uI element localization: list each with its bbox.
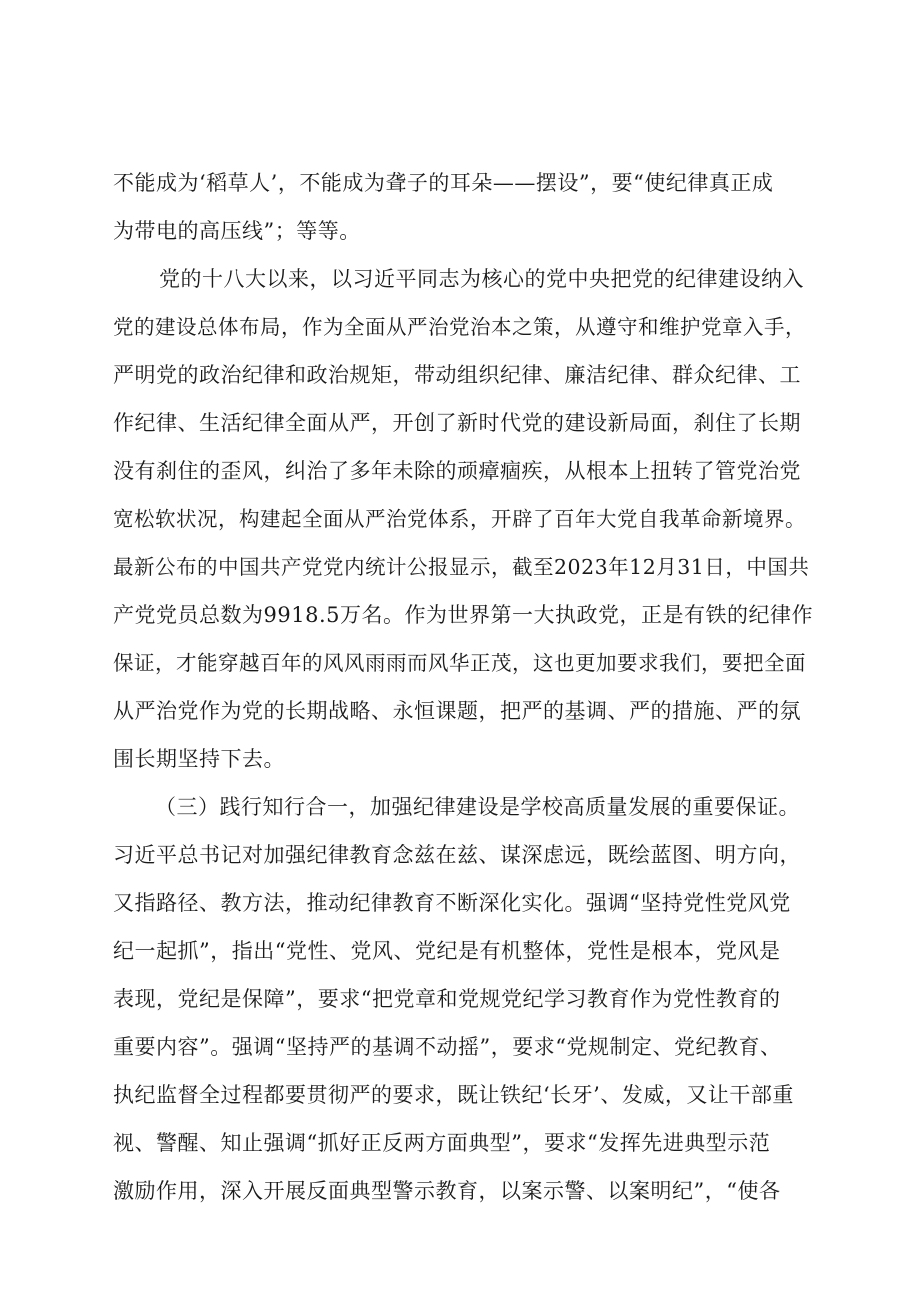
- section-heading: （三）践行知行合一，加强纪律建设是学校高质量发展的重要保证。: [155, 795, 800, 819]
- text-line: 严明党的政治纪律和政治规矩，带动组织纪律、廉洁纪律、群众纪律、工: [113, 363, 801, 387]
- text-line: 表现，党纪是保障”，要求“把党章和党规党纪学习教育作为党性教育的: [113, 987, 781, 1011]
- text-line: 重要内容”。强调“坚持严的基调不动摇”，要求“党规制定、党纪教育、: [113, 1035, 782, 1059]
- text-line: 围长期坚持下去。: [113, 747, 285, 771]
- text-line: 不能成为‘稻草人’，不能成为聋子的耳朵——摆设”，要“使纪律真正成: [113, 171, 774, 195]
- text-line: 党的建设总体布局，作为全面从严治党治本之策，从遵守和维护党章入手，: [113, 315, 806, 339]
- text-line: 产党党员总数为9918.5万名。作为世界第一大执政党，正是有铁的纪律作: [113, 603, 813, 627]
- text-line: 执纪监督全过程都要贯彻严的要求，既让铁纪‘长牙’、发威，又让干部重: [113, 1083, 794, 1107]
- paragraph-start-line: 党的十八大以来，以习近平同志为核心的党中央把党的纪律建设纳入: [159, 267, 804, 291]
- text-line: 纪一起抓”，指出“党性、党风、党纪是有机整体，党性是根本，党风是: [113, 939, 781, 963]
- text-line: 激励作用，深入开展反面典型警示教育，以案示警、以案明纪”，“使各: [113, 1179, 781, 1203]
- text-line: 从严治党作为党的长期战略、永恒课题，把严的基调、严的措施、严的氛: [113, 699, 801, 723]
- text-line: 习近平总书记对加强纪律教育念兹在兹、谋深虑远，既绘蓝图、明方向，: [113, 843, 801, 867]
- text-line: 作纪律、生活纪律全面从严，开创了新时代党的建设新局面，刹住了长期: [113, 411, 801, 435]
- text-line: 宽松软状况，构建起全面从严治党体系，开辟了百年大党自我革命新境界。: [113, 507, 806, 531]
- text-line: 视、警醒、知止强调“抓好正反两方面典型”，要求“发挥先进典型示范: [113, 1131, 771, 1155]
- text-line: 没有刹住的歪风，纠治了多年未除的顽瘴痼疾，从根本上扭转了管党治党: [113, 459, 801, 483]
- text-line: 保证，才能穿越百年的风风雨雨而风华正茂，这也更加要求我们，要把全面: [113, 651, 806, 675]
- text-line: 最新公布的中国共产党党内统计公报显示，截至2023年12月31日，中国共: [113, 555, 810, 579]
- text-line: 为带电的高压线”；等等。: [113, 219, 361, 243]
- text-line: 又指路径、教方法，推动纪律教育不断深化实化。强调“坚持党性党风党: [113, 891, 791, 915]
